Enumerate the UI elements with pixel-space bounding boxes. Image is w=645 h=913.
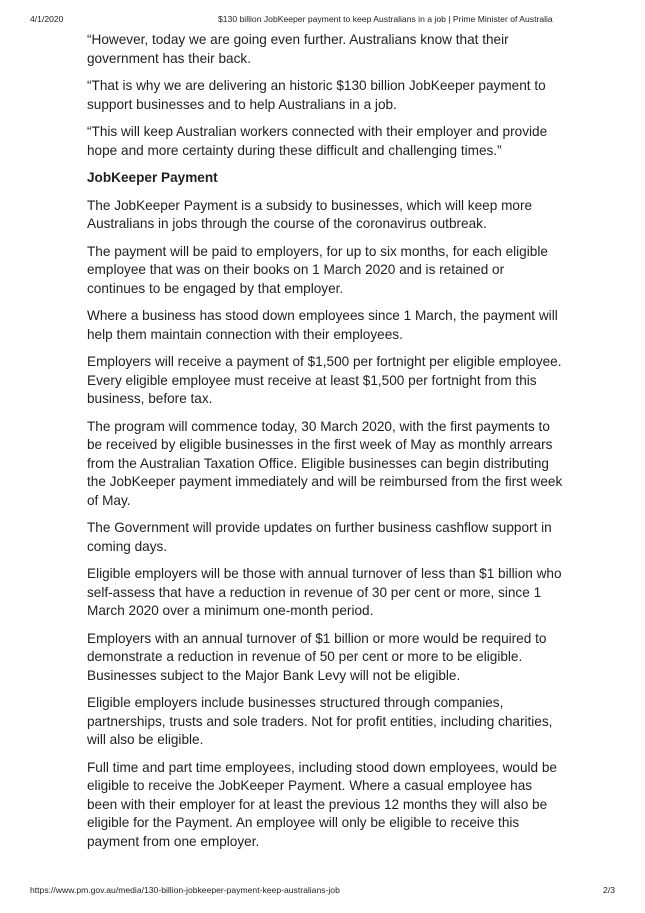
body-paragraph: The JobKeeper Payment is a subsidy to businesses, which will keep more Australians in jobs through the course of the coronavirus outbreak. — [87, 197, 533, 231]
print-header — [30, 14, 615, 26]
page-url[interactable]: https://www.pm.gov.au/media/130-billion-jobkeeper-payment-keep-australians-job — [30, 885, 340, 895]
quote-paragraph: “However, today we are going even further. Australians know that their government has their back. — [87, 32, 509, 66]
body-paragraph: Where a business has stood down employees since 1 March, the payment will help them maintain connection with their employees. — [87, 308, 558, 342]
section-heading: JobKeeper Payment — [87, 170, 218, 185]
quote-paragraph: “That is why we are delivering an historic $130 billion JobKeeper payment to support businesses and to help Australians in a job. — [87, 78, 546, 112]
body-paragraph: Employers will receive a payment of $1,500 per fortnight per eligible employee. Every eligible employee must receive at least $1,500 per fortnight from this business, before tax. — [87, 354, 562, 406]
article-body — [87, 31, 565, 860]
body-paragraph: The payment will be paid to employers, for up to six months, for each eligible employee that was on their books on 1 March 2020 and is retained or continues to be engaged by that employer. — [87, 243, 548, 296]
body-paragraph: Full time and part time employees, including stood down employees, would be eligible to receive the JobKeeper Payment. Where a casual employee has been with their employer for at least the previous 12 months they will also be eligible for the Payment. An employee will only be eligible to receive this payment from one employer. — [87, 759, 557, 849]
page-title: $130 billion JobKeeper payment to keep Australians in a job | Prime Minister of Australia — [218, 14, 553, 24]
body-paragraph: The program will commence today, 30 March 2020, with the first payments to be received by eligible businesses in the first week of May as monthly arrears from the Australian Taxation Office. Eligible businesses can begin distributing the JobKeeper payment immediately and will be reimbursed from the first week of May. — [87, 418, 563, 508]
print-date: 4/1/2020 — [30, 14, 64, 24]
body-paragraph: Employers with an annual turnover of $1 billion or more would be required to demonstrate a reduction in revenue of 50 per cent or more to be eligible. Businesses subject to the Major Bank Levy will not be eligible. — [87, 630, 547, 683]
body-paragraph: The Government will provide updates on further business cashflow support in coming days. — [87, 520, 552, 554]
body-paragraph: Eligible employers include businesses structured through companies, partnerships, trusts and sole traders. Not for profit entities, including charities, will also be eligible. — [87, 695, 553, 747]
body-paragraph: Eligible employers will be those with annual turnover of less than $1 billion who self-assess that have a reduction in revenue of 30 per cent or more, since 1 March 2020 over a minimum one-month period. — [87, 566, 562, 618]
page-number: 2/3 — [603, 885, 615, 895]
quote-paragraph: “This will keep Australian workers connected with their employer and provide hope and more certainty during these difficult and challenging times.” — [87, 124, 548, 158]
